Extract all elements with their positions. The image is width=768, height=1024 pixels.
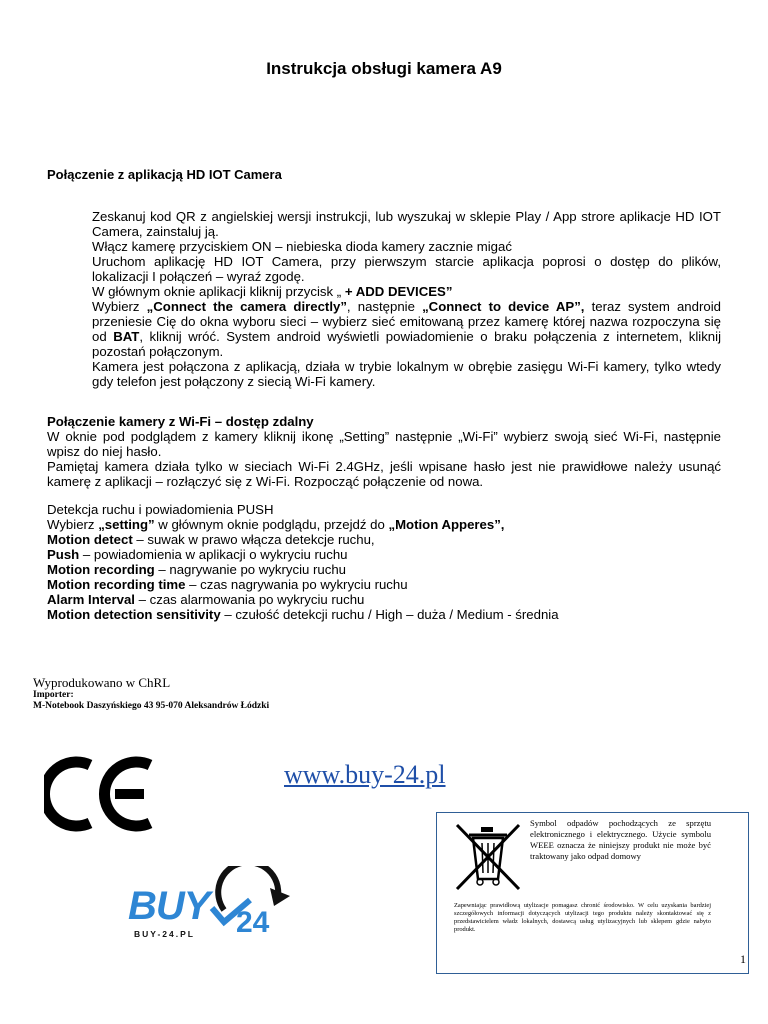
page-title: Instrukcja obsługi kamera A9 bbox=[266, 59, 502, 78]
s1-p4-text: W głównym oknie aplikacji kliknij przycisk „ bbox=[92, 284, 345, 299]
motion-item bbox=[47, 577, 721, 592]
motion-item-term: Motion detect bbox=[47, 532, 133, 547]
s1-p4-bold: + ADD DEVICES” bbox=[344, 284, 453, 299]
weee-disposal-note: Zapewniając prawidłową utylizacje pomagasz chronić środowisko. W celu uzyskania bardziej szczegółowych informacji dotyczących utylizacji tego produktu należy skontaktować się z przedstawicielem władz lokalnych, dostawcą usług utylizacyjnych lub sklepem gdzie nabyto produkt. bbox=[454, 902, 711, 933]
motion-item-desc: – czas alarmowania po wykryciu ruchu bbox=[134, 592, 365, 607]
s1-p1a: Zeskanuj kod QR z angielskiej wersji instrukcji, lub wyszukaj w sklepie Play / App strore aplikacje HD IOT bbox=[92, 209, 721, 224]
s1-p3a: Uruchom aplikację HD IOT Camera, przy pierwszym starcie aplikacja poprosi o dostęp do plików, bbox=[92, 254, 721, 269]
importer-address: M-Notebook Daszyńskiego 43 95-070 Aleksandrów Łódzki bbox=[33, 701, 270, 711]
s2-p1a: W oknie pod podglądem z kamery kliknij ikonę „Setting” następnie „Wi-Fi” wybierz swoją sieć Wi-Fi, następnie bbox=[47, 429, 721, 444]
s1-p6a: Kamera jest połączona z aplikacją, działa w trybie lokalnym w obrębie zasięgu Wi-Fi kamery, tylko wtedy bbox=[92, 359, 721, 374]
motion-item-term: Motion detection sensitivity bbox=[47, 607, 221, 622]
s3-p1 bbox=[47, 517, 721, 532]
motion-item bbox=[47, 562, 721, 577]
s1-p6b: gdy telefon jest połączony z siecią Wi-Fi kamery. bbox=[92, 374, 376, 389]
s1-p5c-t2: , kliknij wróć. System android wyświetli powiadomienie o braku połączenia z internetem, kliknij bbox=[139, 329, 721, 344]
s2-p2b: kamerę z aplikacji – rozłączyć się z Wi-Fi. Rozpocząć połączenie od nowa. bbox=[47, 474, 484, 489]
s3-p1-b1: „setting” bbox=[98, 517, 155, 532]
s1-p4 bbox=[92, 284, 721, 299]
s1-p5c-b1: BAT bbox=[113, 329, 140, 344]
page-number: 1 bbox=[740, 952, 746, 966]
s1-p5a-b1: „Connect the camera directly” bbox=[146, 299, 347, 314]
ce-mark-icon bbox=[44, 755, 160, 838]
weee-description: Symbol odpadów pochodzących ze sprzętu elektronicznego i elektrycznego. Użycie symbolu WEEE oznacza że niniejszy produkt nie może być traktowany jako odpad domowy bbox=[530, 818, 711, 861]
motion-item-term: Motion recording time bbox=[47, 577, 186, 592]
motion-item-desc: – powiadomienia w aplikacji o wykryciu ruchu bbox=[79, 547, 348, 562]
motion-item-term: Alarm Interval bbox=[47, 592, 135, 607]
s1-p3b: lokalizacji I połączeń – wyraź zgodę. bbox=[92, 269, 305, 284]
motion-item-desc: – czas nagrywania po wykryciu ruchu bbox=[185, 577, 408, 592]
section2-heading: Połączenie kamery z Wi-Fi – dostęp zdalny bbox=[47, 414, 314, 429]
s1-p5a bbox=[92, 299, 721, 314]
importer-label: Importer: bbox=[33, 690, 74, 700]
s1-p1b: Camera, zainstaluj ją. bbox=[92, 224, 219, 239]
s1-p2: Włącz kamerę przyciskiem ON – niebieska dioda kamery zacznie migać bbox=[92, 239, 512, 254]
section2 bbox=[47, 414, 721, 489]
section1-heading: Połączenie z aplikacją HD IOT Camera bbox=[47, 167, 282, 182]
motion-item-desc: – nagrywanie po wykryciu ruchu bbox=[154, 562, 347, 577]
section1-body bbox=[92, 209, 721, 389]
buy24-logo-icon bbox=[128, 866, 300, 946]
section3 bbox=[47, 502, 721, 622]
logo-number: 24 bbox=[236, 906, 270, 939]
s2-p2a: Pamiętaj kamera działa tylko w sieciach Wi-Fi 2.4GHz, jeśli wpisane hasło jest nie prawidłowe należy usunąć bbox=[47, 459, 721, 474]
weee-box bbox=[436, 812, 749, 974]
logo-main-text: BUY bbox=[128, 884, 210, 928]
s3-p1-b2: „Motion Apperes”, bbox=[388, 517, 505, 532]
s1-p5a-t3: teraz system android bbox=[584, 299, 721, 314]
motion-item-desc: – suwak w prawo włącza detekcje ruchu, bbox=[132, 532, 375, 547]
s3-p1-t1: Wybierz bbox=[47, 517, 99, 532]
s1-p5a-t1: Wybierz bbox=[92, 299, 147, 314]
s1-p5c bbox=[92, 329, 721, 344]
motion-item-term: Push bbox=[47, 547, 80, 562]
section3-heading: Detekcja ruchu i powiadomienia PUSH bbox=[47, 502, 274, 517]
s2-p1b: wpisz do niej hasło. bbox=[47, 444, 162, 459]
motion-item bbox=[47, 607, 721, 622]
s1-p5d: pozostań połączonym. bbox=[92, 344, 224, 359]
motion-item bbox=[47, 547, 721, 562]
logo-small-text: BUY-24.PL bbox=[134, 929, 195, 939]
motion-item-desc: – czułość detekcji ruchu / High – duża / Medium - średnia bbox=[220, 607, 559, 622]
made-in-label: Wyprodukowano w ChRL bbox=[33, 675, 171, 690]
s1-p5b: przeniesie Cię do okna wyboru sieci – wybierz sieć emitowaną przez kamerę której nazwa rozpoczyna się bbox=[92, 314, 721, 329]
weee-bin-icon bbox=[451, 823, 523, 898]
s1-p5a-b2: „Connect to device AP”, bbox=[422, 299, 585, 314]
motion-item bbox=[47, 592, 721, 607]
motion-item-term: Motion recording bbox=[47, 562, 155, 577]
s1-p5a-t2: , następnie bbox=[346, 299, 423, 314]
motion-item bbox=[47, 532, 721, 547]
s3-p1-t2: w głównym oknie podglądu, przejdź do bbox=[154, 517, 389, 532]
website-link[interactable]: www.buy-24.pl bbox=[284, 760, 446, 789]
s1-p5c-t1: od bbox=[92, 329, 114, 344]
